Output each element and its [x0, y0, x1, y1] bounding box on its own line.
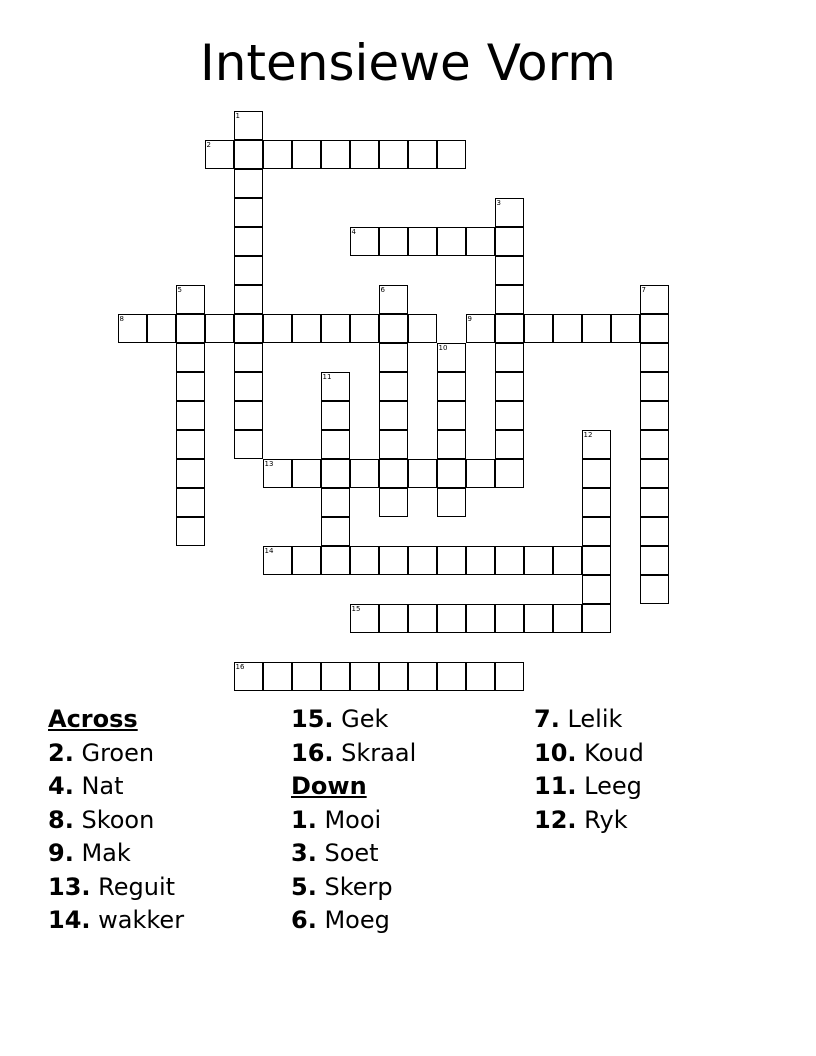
grid-cell[interactable]: [234, 227, 263, 256]
grid-cell[interactable]: [611, 314, 640, 343]
grid-cell[interactable]: [495, 459, 524, 488]
grid-cell[interactable]: [640, 488, 669, 517]
grid-cell[interactable]: [495, 401, 524, 430]
grid-cell[interactable]: [234, 140, 263, 169]
grid-cell[interactable]: [379, 459, 408, 488]
clue-down-7: 7. Lelik: [534, 705, 623, 733]
grid-cell[interactable]: [350, 662, 379, 691]
grid-cell[interactable]: [437, 662, 466, 691]
clue-across-15: 15. Gek: [291, 705, 389, 733]
grid-cell[interactable]: [234, 256, 263, 285]
grid-cell[interactable]: [408, 546, 437, 575]
down-header: Down: [291, 772, 367, 800]
grid-cell[interactable]: [321, 314, 350, 343]
grid-cell[interactable]: [437, 604, 466, 633]
grid-cell[interactable]: [292, 314, 321, 343]
grid-cell[interactable]: [437, 401, 466, 430]
grid-cell[interactable]: [321, 459, 350, 488]
grid-cell[interactable]: [350, 314, 379, 343]
grid-cell[interactable]: [176, 401, 205, 430]
grid-cell[interactable]: [350, 227, 379, 256]
clue-across-9: 9. Mak: [48, 839, 131, 867]
grid-cell[interactable]: [582, 459, 611, 488]
grid-cell[interactable]: [350, 546, 379, 575]
grid-cell[interactable]: [321, 140, 350, 169]
grid-cell[interactable]: [321, 517, 350, 546]
clue-column-3: [534, 703, 644, 837]
grid-cell[interactable]: [176, 517, 205, 546]
grid-cell[interactable]: [263, 662, 292, 691]
clue-down-3: 3. Soet: [291, 839, 379, 867]
grid-cell[interactable]: [437, 372, 466, 401]
grid-cell[interactable]: [292, 459, 321, 488]
grid-cell[interactable]: [176, 430, 205, 459]
grid-cell[interactable]: [640, 517, 669, 546]
grid-cell[interactable]: [495, 430, 524, 459]
grid-cell[interactable]: [263, 546, 292, 575]
grid-cell[interactable]: [292, 140, 321, 169]
clue-number: 13: [264, 459, 274, 468]
grid-cell[interactable]: [466, 459, 495, 488]
grid-cell[interactable]: [408, 140, 437, 169]
grid-cell[interactable]: [495, 662, 524, 691]
clue-down-11: 11. Leeg: [534, 772, 642, 800]
grid-cell[interactable]: [553, 314, 582, 343]
grid-cell[interactable]: [234, 372, 263, 401]
clue-down-10: 10. Koud: [534, 738, 644, 767]
grid-cell[interactable]: [495, 604, 524, 633]
grid-cell[interactable]: [234, 430, 263, 459]
grid-cell[interactable]: [582, 517, 611, 546]
grid-cell[interactable]: [292, 546, 321, 575]
grid-cell[interactable]: [408, 662, 437, 691]
clue-number: 14: [264, 546, 274, 555]
grid-cell[interactable]: [379, 343, 408, 372]
clue-number: 10: [438, 343, 448, 352]
grid-cell[interactable]: [350, 140, 379, 169]
grid-cell[interactable]: [234, 285, 263, 314]
grid-cell[interactable]: [640, 459, 669, 488]
grid-cell[interactable]: [437, 459, 466, 488]
grid-cell[interactable]: [582, 488, 611, 517]
grid-cell[interactable]: [292, 662, 321, 691]
grid-cell[interactable]: [263, 459, 292, 488]
grid-cell[interactable]: [495, 227, 524, 256]
clue-down-12: 12. Ryk: [534, 805, 628, 834]
grid-cell[interactable]: [379, 546, 408, 575]
grid-cell[interactable]: [408, 459, 437, 488]
clue-number: 6: [380, 285, 385, 294]
clue-down-1: 1. Mooi: [291, 805, 382, 834]
grid-cell[interactable]: [466, 546, 495, 575]
clue-number: 3: [496, 198, 501, 207]
grid-cell[interactable]: [495, 198, 524, 227]
grid-cell[interactable]: [205, 314, 234, 343]
grid-cell[interactable]: [640, 430, 669, 459]
grid-cell[interactable]: [495, 314, 524, 343]
clue-number: 15: [351, 604, 361, 613]
grid-cell[interactable]: [234, 111, 263, 140]
clue-number: 4: [351, 227, 356, 236]
grid-cell[interactable]: [234, 314, 263, 343]
clue-number: 1: [235, 111, 240, 120]
grid-cell[interactable]: [379, 604, 408, 633]
grid-cell[interactable]: [640, 343, 669, 372]
puzzle-title: Intensiewe Vorm: [199, 34, 617, 92]
grid-cell[interactable]: [379, 227, 408, 256]
grid-cell[interactable]: [466, 314, 495, 343]
grid-cell[interactable]: [437, 430, 466, 459]
grid-cell[interactable]: [408, 314, 437, 343]
grid-cell[interactable]: [350, 459, 379, 488]
grid-cell[interactable]: [640, 372, 669, 401]
grid-cell[interactable]: [321, 662, 350, 691]
grid-cell[interactable]: [147, 314, 176, 343]
clue-number: 7: [641, 285, 646, 294]
grid-cell[interactable]: [321, 430, 350, 459]
grid-cell[interactable]: [321, 401, 350, 430]
grid-cell[interactable]: [437, 227, 466, 256]
grid-cell[interactable]: [176, 314, 205, 343]
grid-cell[interactable]: [176, 343, 205, 372]
clue-across-4: 4. Nat: [48, 772, 124, 800]
grid-cell[interactable]: [118, 314, 147, 343]
clue-across-13: 13. Reguit: [48, 872, 176, 901]
grid-cell[interactable]: [495, 343, 524, 372]
grid-cell[interactable]: [466, 662, 495, 691]
grid-cell[interactable]: [553, 604, 582, 633]
grid-cell[interactable]: [582, 430, 611, 459]
grid-cell[interactable]: [321, 372, 350, 401]
grid-cell[interactable]: [582, 314, 611, 343]
grid-cell[interactable]: [495, 256, 524, 285]
across-header: Across: [48, 705, 138, 733]
grid-cell[interactable]: [524, 314, 553, 343]
clue-number: 8: [119, 314, 124, 323]
clue-across-2: 2. Groen: [48, 738, 155, 767]
grid-cell[interactable]: [176, 488, 205, 517]
grid-cell[interactable]: [582, 546, 611, 575]
clue-across-14: 14. wakker: [48, 906, 185, 934]
grid-cell[interactable]: [379, 314, 408, 343]
grid-cell[interactable]: [234, 662, 263, 691]
clue-column-2: [291, 703, 416, 938]
grid-cell[interactable]: [466, 227, 495, 256]
grid-cell[interactable]: [524, 604, 553, 633]
grid-cell[interactable]: [176, 372, 205, 401]
clue-across-16: 16. Skraal: [291, 738, 417, 767]
grid-cell[interactable]: [640, 575, 669, 604]
grid-cell[interactable]: [640, 285, 669, 314]
grid-cell[interactable]: [640, 314, 669, 343]
grid-cell[interactable]: [640, 546, 669, 575]
grid-cell[interactable]: [379, 401, 408, 430]
grid-cell[interactable]: [234, 401, 263, 430]
grid-cell[interactable]: [263, 314, 292, 343]
grid-cell[interactable]: [379, 285, 408, 314]
grid-cell[interactable]: [408, 604, 437, 633]
grid-cell[interactable]: [234, 169, 263, 198]
clue-down-5: 5. Skerp: [291, 872, 393, 901]
grid-cell[interactable]: [524, 546, 553, 575]
clue-column-1: [48, 703, 184, 938]
grid-cell[interactable]: [321, 488, 350, 517]
grid-cell[interactable]: [379, 662, 408, 691]
grid-cell[interactable]: [379, 140, 408, 169]
grid-cell[interactable]: [176, 285, 205, 314]
clue-across-8: 8. Skoon: [48, 805, 155, 834]
grid-cell[interactable]: [379, 430, 408, 459]
grid-cell[interactable]: [437, 546, 466, 575]
grid-cell[interactable]: [321, 546, 350, 575]
grid-cell[interactable]: [379, 488, 408, 517]
grid-cell[interactable]: [582, 604, 611, 633]
clue-number: 16: [235, 662, 245, 671]
grid-cell[interactable]: [495, 285, 524, 314]
grid-cell[interactable]: [379, 372, 408, 401]
grid-cell[interactable]: [640, 401, 669, 430]
clue-number: 5: [177, 285, 182, 294]
grid-cell[interactable]: [408, 227, 437, 256]
grid-cell[interactable]: [234, 343, 263, 372]
grid-cell[interactable]: [234, 198, 263, 227]
grid-cell[interactable]: [176, 459, 205, 488]
clue-number: 9: [467, 314, 472, 323]
grid-cell[interactable]: [437, 343, 466, 372]
grid-cell[interactable]: [437, 140, 466, 169]
grid-cell[interactable]: [582, 575, 611, 604]
clue-number: 12: [583, 430, 593, 439]
grid-cell[interactable]: [263, 140, 292, 169]
grid-cell[interactable]: [553, 546, 582, 575]
grid-cell[interactable]: [205, 140, 234, 169]
grid-cell[interactable]: [466, 604, 495, 633]
clue-down-6: 6. Moeg: [291, 906, 390, 934]
clue-number: 11: [322, 372, 332, 381]
grid-cell[interactable]: [437, 488, 466, 517]
grid-cell[interactable]: [495, 372, 524, 401]
grid-cell[interactable]: [350, 604, 379, 633]
grid-cell[interactable]: [495, 546, 524, 575]
clue-number: 2: [206, 140, 211, 149]
